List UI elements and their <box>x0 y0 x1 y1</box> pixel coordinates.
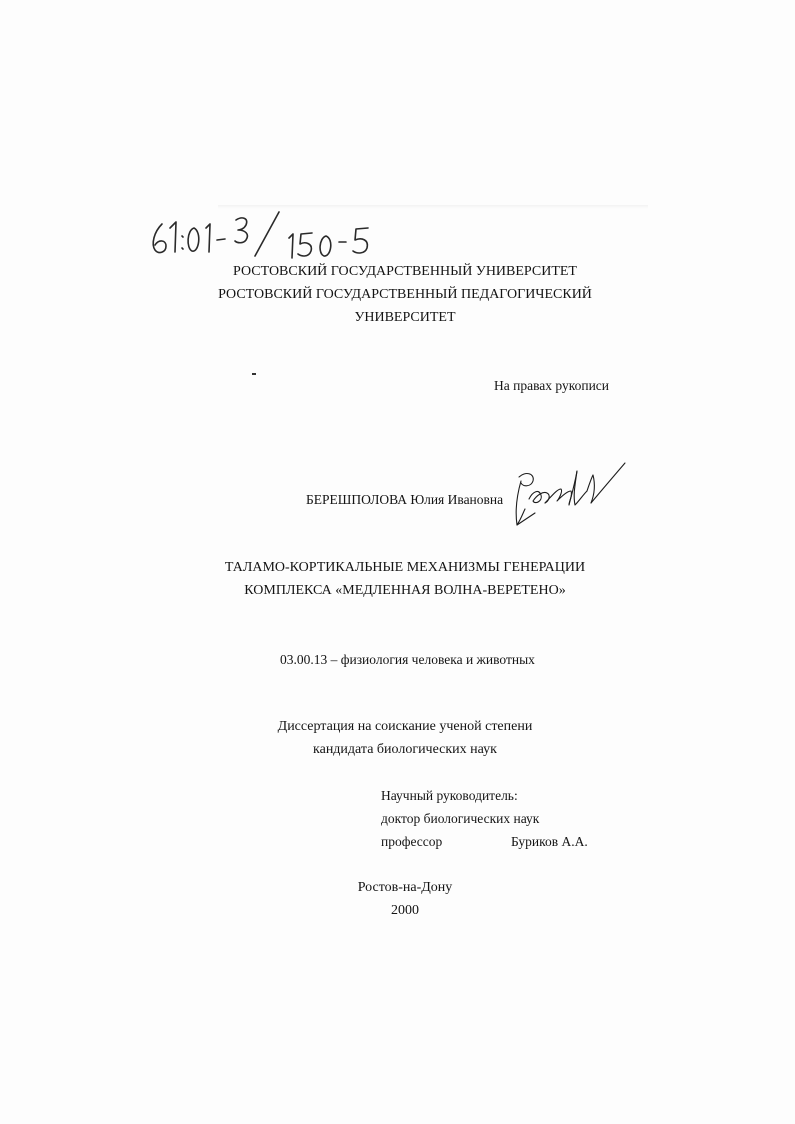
thesis-title-line: ТАЛАМО-КОРТИКАЛЬНЫЕ МЕХАНИЗМЫ ГЕНЕРАЦИИ <box>224 560 586 575</box>
manuscript-rights: На правах рукописи <box>494 378 610 393</box>
supervisor-degree: доктор биологических наук <box>381 811 540 826</box>
handwritten-archive-number <box>146 206 376 266</box>
supervisor-name: Буриков А.А. <box>511 834 588 849</box>
year: 2000 <box>391 903 419 918</box>
university-line: РОСТОВСКИЙ ГОСУДАРСТВЕННЫЙ УНИВЕРСИТЕТ <box>233 264 577 279</box>
dissertation-line: кандидата биологических наук <box>313 742 497 757</box>
specialty-code: 03.00.13 – физиология человека и животных <box>280 652 535 667</box>
thesis-title-line: КОМПЛЕКСА «МЕДЛЕННАЯ ВОЛНА-ВЕРЕТЕНО» <box>244 583 566 598</box>
supervisor-heading: Научный руководитель: <box>381 788 518 803</box>
author-signature <box>505 455 635 535</box>
author-name: БЕРЕШПОЛОВА Юлия Ивановна <box>306 492 504 507</box>
city: Ростов-на-Дону <box>357 880 453 895</box>
university-line: УНИВЕРСИТЕТ <box>354 310 456 325</box>
supervisor-rank: профессор <box>381 834 443 849</box>
dissertation-line: Диссертация на соискание ученой степени <box>277 719 533 734</box>
university-line: РОСТОВСКИЙ ГОСУДАРСТВЕННЫЙ ПЕДАГОГИЧЕСКИЙ <box>218 287 592 302</box>
scan-speck <box>252 373 256 375</box>
